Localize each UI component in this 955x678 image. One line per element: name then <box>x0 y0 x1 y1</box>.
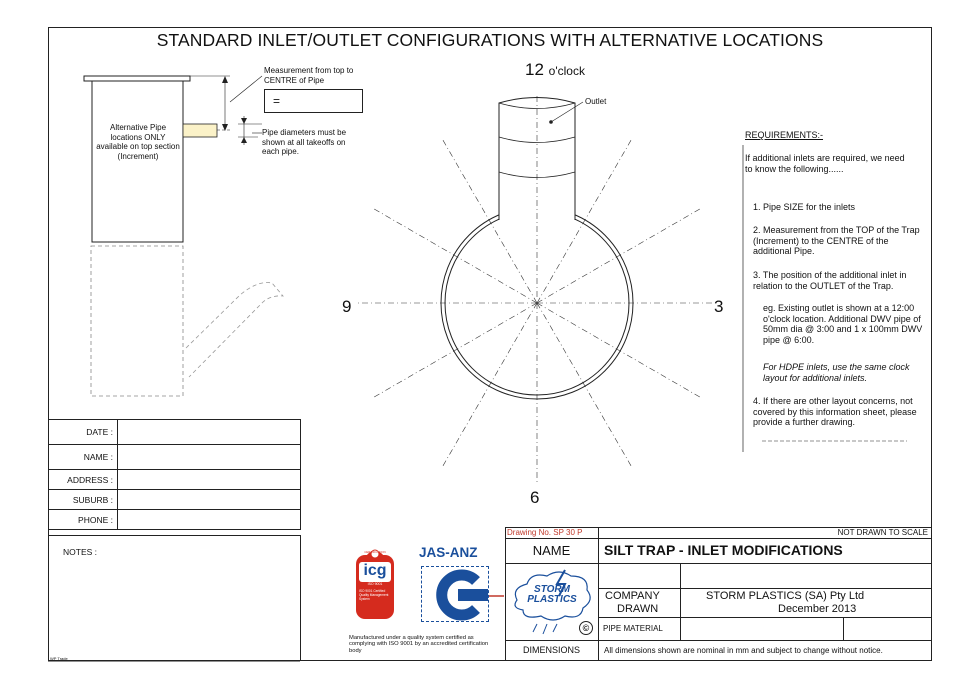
phone-label: PHONE : <box>49 510 118 530</box>
requirement-item-2: 2. Measurement from the TOP of the Trap (Increment) to the CENTRE of the additional Pipe. <box>753 225 920 257</box>
jas-anz-logo <box>421 566 489 622</box>
date-label: DATE : <box>49 420 118 445</box>
pipe-material-label: PIPE MATERIAL <box>603 624 663 633</box>
address-field[interactable] <box>118 470 301 490</box>
date-field[interactable] <box>118 420 301 445</box>
clock-ray-8 <box>373 303 538 398</box>
alternative-pipe-location <box>183 124 217 137</box>
requirement-hdpe-note: For HDPE inlets, use the same clock layout for additional inlets. <box>763 362 910 383</box>
requirement-example: eg. Existing outlet is shown at a 12:00 o'clock location. Additional DWV pipe of 50mm dia @ 3:00 and 1 x 100mm DWV pipe @ 6:00. <box>763 303 923 345</box>
suburb-field[interactable] <box>118 490 301 510</box>
pipe-diameter-note: Pipe diameters must be shown at all takeoffs on each pipe. <box>262 128 347 156</box>
logo-plastics-text: PLASTICS <box>527 594 577 605</box>
suburb-label: SUBURB : <box>49 490 118 510</box>
page-title: STANDARD INLET/OUTLET CONFIGURATIONS WITH ALTERNATIVE LOCATIONS <box>156 30 824 50</box>
dimensions-label: DIMENSIONS <box>522 645 580 655</box>
address-label: ADDRESS : <box>49 470 118 490</box>
requirements-intro: If additional inlets are required, we need to know the following...... <box>745 153 905 174</box>
clock-label-9: 9 <box>342 297 352 316</box>
scale-note: NOT DRAWN TO SCALE <box>837 528 928 537</box>
name-label: NAME : <box>49 445 118 470</box>
icg-badge-mid: ISO 9001 <box>367 582 383 586</box>
requirement-item-3: 3. The position of the additional inlet in relation to the OUTLET of the Trap. <box>753 270 907 291</box>
requirement-item-1: 1. Pipe SIZE for the inlets <box>753 202 856 212</box>
clock-ray-4 <box>537 303 702 398</box>
icg-logo-text: icg <box>363 562 387 579</box>
storm-plastics-logo <box>509 566 595 638</box>
requirements-heading: REQUIREMENTS:- <box>745 130 824 140</box>
jas-anz-label: JAS-ANZ <box>419 545 478 560</box>
notes-box[interactable] <box>48 535 301 661</box>
footer-mark: WP Trade <box>50 656 68 661</box>
clock-diagram <box>357 96 717 483</box>
pipe-material-field[interactable] <box>681 618 843 640</box>
requirement-item-4: 4. If there are other layout concerns, not covered by this information sheet, please provide a further drawing. <box>753 396 917 428</box>
copyright-icon: © <box>579 621 593 635</box>
clock-ray-10 <box>373 208 538 303</box>
clock-label-6: 6 <box>530 488 540 507</box>
clock-label-12: 12 o'clock <box>525 60 585 79</box>
drawn-label: DRAWN <box>617 603 659 615</box>
drawn-value: December 2013 <box>778 603 857 615</box>
icg-certification-badge <box>354 549 396 621</box>
icg-badge-lines: ISO 9001 Certified Quality Management System <box>359 589 389 601</box>
measurement-input-box[interactable]: = <box>264 89 363 113</box>
drawing-number: Drawing No. SP 30 P <box>507 528 583 537</box>
alternative-locations-note: Alternative Pipe locations ONLY available on top section (Increment) <box>96 123 180 161</box>
company-label: COMPANY <box>605 590 660 602</box>
clock-ray-2 <box>537 208 702 303</box>
measurement-note: Measurement from top to CENTRE of Pipe <box>264 66 354 85</box>
outlet-label: Outlet <box>585 97 607 106</box>
clock-label-3: 3 <box>714 297 724 316</box>
dimensions-value: All dimensions shown are nominal in mm and subject to change without notice. <box>604 646 883 655</box>
phone-field[interactable] <box>118 510 301 530</box>
name-field[interactable] <box>118 445 301 470</box>
iso-certification-note: Manufactured under a quality system certified as complying with ISO 9001 by an accredited certification body <box>349 635 489 654</box>
drawing-name: SILT TRAP - INLET MODIFICATIONS <box>604 542 843 558</box>
clock-ray-7 <box>442 303 537 468</box>
notes-label: NOTES : <box>63 547 98 557</box>
icg-badge-top: CERTIFICATION <box>364 550 386 554</box>
customer-info-form <box>48 419 301 530</box>
clock-ray-5 <box>537 303 632 468</box>
company-value: STORM PLASTICS (SA) Pty Ltd <box>706 590 865 602</box>
logo-storm-text: STORM <box>534 584 570 595</box>
name-row-label: NAME <box>532 543 571 558</box>
